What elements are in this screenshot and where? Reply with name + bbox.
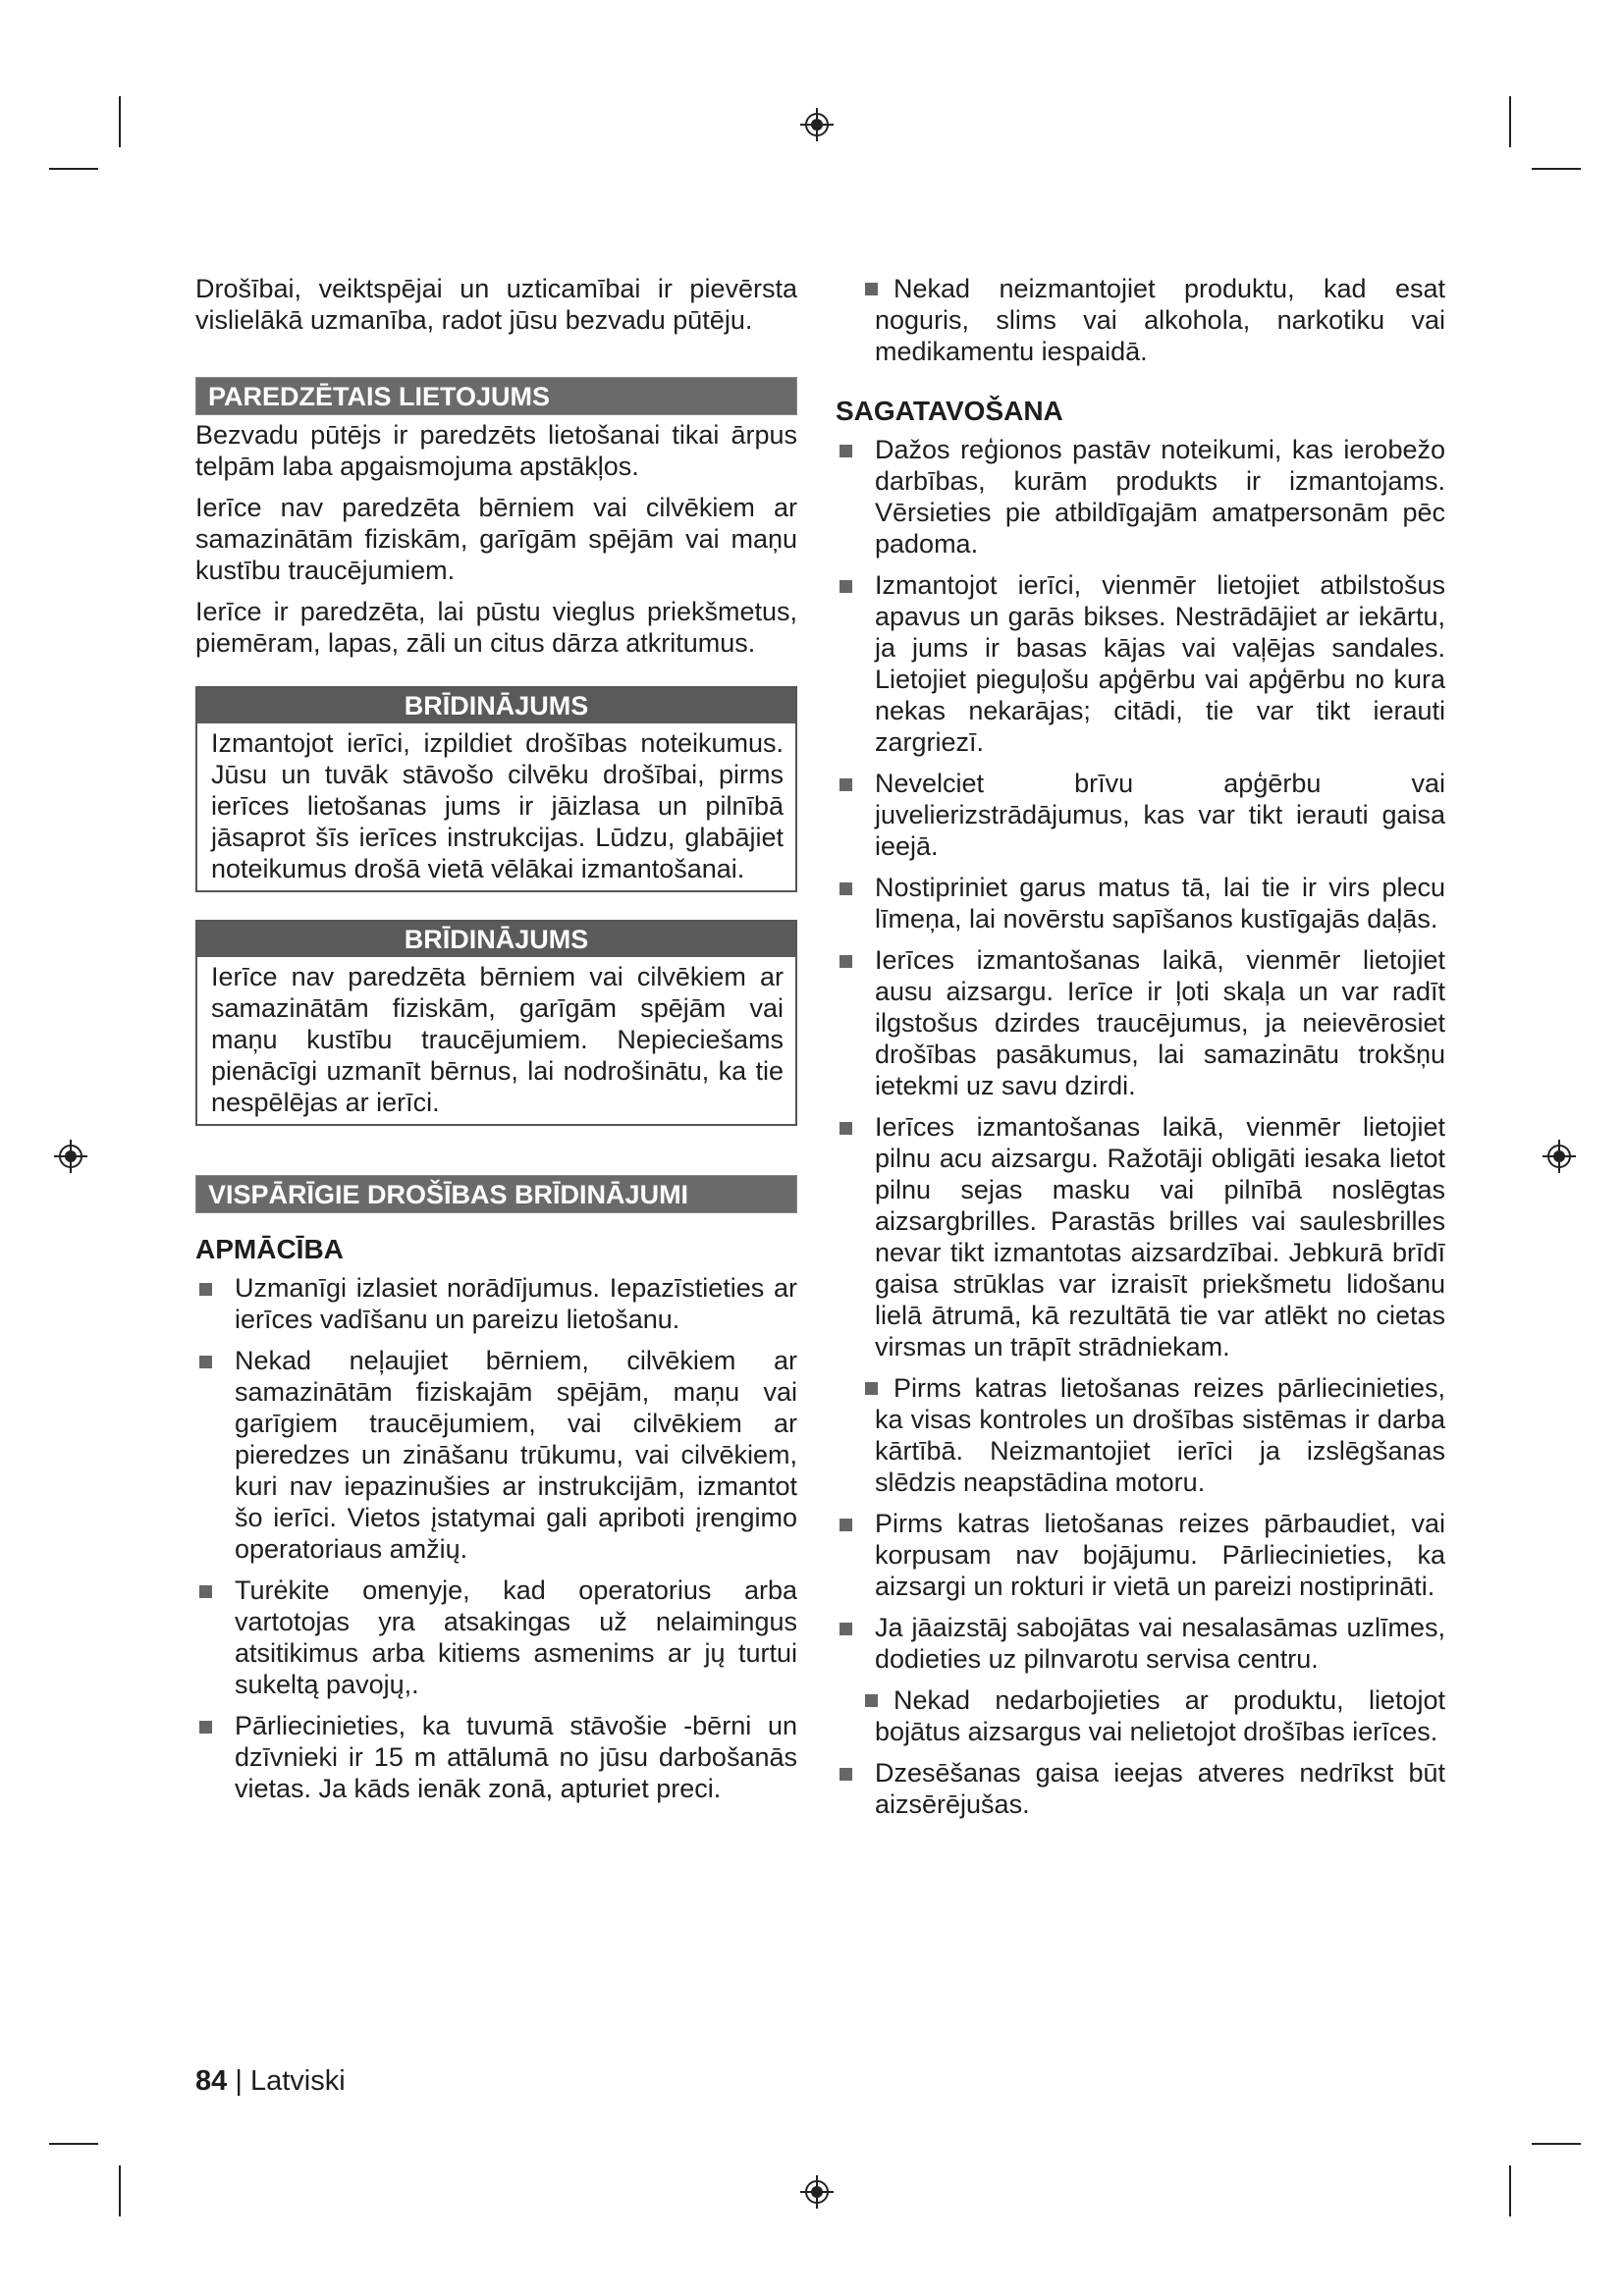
item-text: Dzesēšanas gaisa ieejas atveres nedrīkst būt aizsērējušas. [875, 1758, 1445, 1819]
list-item [836, 944, 1445, 1101]
item-text: Nekad neļaujiet bērniem, cilvēkiem ar samazinātām fiziskajām spējām, maņu vai garīgiem traucējumiem, vai cilvēkiem ar pieredzes un zināšanu trūkumu, vai cilvēkiem, kuri nav iepazinušies ar instrukcijām, izmantot šo ierīci. Vietos įstatymai gali apriboti įrengimo operatoriaus amžių. [235, 1346, 797, 1564]
item-text: Nekad nedarbojieties ar produktu, lietojot bojātus aizsargus vai nelietojot drošības ierīces. [875, 1685, 1445, 1746]
intro-paragraph: Drošībai, veiktspējai un uzticamībai ir pievērsta vislielākā uzmanība, radot jūsu bezvadu pūtēju. [195, 274, 797, 335]
section-header-intended-use: PAREDZĒTAIS LIETOJUMS [195, 377, 797, 415]
bullet-icon [199, 1721, 212, 1734]
bullet-icon [865, 1382, 878, 1395]
registration-mark-icon [54, 1140, 87, 1173]
bullet-icon [865, 283, 878, 295]
registration-mark-icon [1543, 1140, 1576, 1173]
list-item [836, 569, 1445, 758]
subheading-preparation: SAGATAVOŠANA [836, 396, 1063, 426]
item-text: Nekad neizmantojiet produktu, kad esat noguris, slims vai alkohola, narkotiku vai medikamentu iespaidā. [875, 274, 1445, 366]
footer-separator: | [235, 2065, 243, 2097]
bullet-icon [839, 1623, 852, 1635]
registration-mark-icon [800, 108, 834, 141]
continued-list [836, 273, 1445, 367]
registration-mark-icon [800, 2175, 834, 2209]
list-item [195, 1345, 797, 1565]
list-item [836, 434, 1445, 560]
list-item [836, 1612, 1445, 1675]
bullet-icon [839, 1519, 852, 1531]
item-text: Izmantojot ierīci, vienmēr lietojiet atbilstošus apavus un garās bikses. Nestrādājiet ar iekārtu, ja jums ir basas kājas vai vaļējas sandales. Lietojiet pieguļošu apģērbu vai apģērbu no kura nekas nekarājas; citādi, tie var tikt ierauti zargriezī. [875, 570, 1445, 757]
list-item [836, 1757, 1445, 1820]
crop-mark [119, 96, 121, 147]
left-column [195, 273, 797, 1814]
warning-text: Izmantojot ierīci, izpildiet drošības noteikumus. Jūsu un tuvāk stāvošo cilvēku drošībai, pirms ierīces lietošanas jums ir jāizlasa un pilnībā jāsaprot šīs ierīces instrukcijas. Lūdzu, glabājiet noteikumus drošā vietā vēlākai izmantošanai. [211, 728, 784, 883]
warning-box [195, 686, 797, 892]
right-column [836, 273, 1445, 1830]
bullet-icon [839, 882, 852, 895]
item-text: Pirms katras lietošanas reizes pārliecinieties, ka visas kontroles un drošības sistēmas ir darba kārtībā. Neizmantojiet ierīci ja izslēgšanas slēdzis neapstādina motoru. [875, 1373, 1445, 1497]
crop-mark [1509, 2165, 1511, 2216]
list-item [195, 1272, 797, 1335]
footer-language: Latviski [249, 2065, 346, 2097]
crop-mark [1509, 96, 1511, 147]
crop-mark [1532, 168, 1581, 170]
list-item [836, 1372, 1445, 1498]
page-footer [195, 2065, 346, 2098]
item-text: Ja jāaizstāj sabojātas vai nesalasāmas uzlīmes, dodieties uz pilnvarotu servisa centru. [875, 1613, 1445, 1674]
bullet-icon [199, 1585, 212, 1598]
warning-text: Ierīce nav paredzēta bērniem vai cilvēkiem ar samazinātām fiziskām, garīgām spējām vai maņu kustību traucējumiem. Nepieciešams pienācīgi uzmanīt bērnus, lai nodrošinātu, ka tie nespēlējas ar ierīci. [211, 962, 784, 1117]
warning-title: BRĪDINĀJUMS [197, 688, 795, 723]
item-text: Pirms katras lietošanas reizes pārbaudiet, vai korpusam nav bojājumu. Pārliecinieties, ka aizsargi un rokturi ir vietā un pareizi nostiprināti. [875, 1509, 1445, 1601]
list-item [836, 1684, 1445, 1747]
item-text: Uzmanīgi izlasiet norādījumus. Iepazīstieties ar ierīces vadīšanu un pareizu lietošanu. [235, 1273, 797, 1334]
item-text: Ierīces izmantošanas laikā, vienmēr lietojiet ausu aizsargu. Ierīce ir ļoti skaļa un var radīt ilgstošus dzirdes traucējumus, ja neievērosiet drošības pasākumus, lai samazinātu trokšņu ietekmi uz savu dzirdi. [875, 945, 1445, 1100]
paragraph: Ierīce nav paredzēta bērniem vai cilvēkiem ar samazinātām fiziskām, garīgām spējām vai maņu kustību traucējumiem. [195, 493, 797, 585]
list-item [836, 273, 1445, 367]
item-text: Dažos reģionos pastāv noteikumi, kas ierobežo darbības, kurām produkts ir izmantojams. Vērsieties pie atbildīgajām amatpersonām pēc padoma. [875, 435, 1445, 559]
item-text: Turėkite omenyje, kad operatorius arba vartotojas yra atsakingas už nelaimingus atsitikimus arba kitiems asmenims ar jų turtui sukeltą pavojų,. [235, 1575, 797, 1699]
warning-title: BRĪDINĀJUMS [197, 922, 795, 957]
bullet-icon [199, 1356, 212, 1368]
item-text: Nostipriniet garus matus tā, lai tie ir virs plecu līmeņa, lai novērstu sapīšanos kustīgajās daļās. [875, 873, 1445, 934]
list-item [195, 1710, 797, 1804]
section-header-general-warnings: VISPĀRĪGIE DROŠĪBAS BRĪDINĀJUMI [195, 1175, 797, 1213]
crop-mark [1532, 2143, 1581, 2145]
training-list [195, 1272, 797, 1804]
crop-mark [119, 2165, 121, 2216]
bullet-icon [865, 1694, 878, 1707]
crop-mark [49, 168, 98, 170]
item-text: Pārliecinieties, ka tuvumā stāvošie -bērni un dzīvnieki ir 15 m attālumā no jūsu darbošanās vietas. Ja kāds ienāk zonā, apturiet preci. [235, 1711, 797, 1803]
bullet-icon [839, 580, 852, 593]
bullet-icon [839, 445, 852, 457]
list-item [836, 1111, 1445, 1362]
preparation-list [836, 434, 1445, 1820]
subheading-training: APMĀCĪBA [195, 1234, 344, 1264]
bullet-icon [839, 1768, 852, 1781]
warning-box [195, 920, 797, 1126]
item-text: Nevelciet brīvu apģērbu vai juvelierizstrādājumus, kas var tikt ierauti gaisa ieejā. [875, 769, 1445, 861]
paragraph: Ierīce ir paredzēta, lai pūstu vieglus priekšmetus, piemēram, lapas, zāli un citus dārza atkritumus. [195, 597, 797, 658]
bullet-icon [839, 778, 852, 791]
bullet-icon [839, 955, 852, 968]
item-text: Ierīces izmantošanas laikā, vienmēr lietojiet pilnu acu aizsargu. Ražotāji obligāti iesaka lietot pilnu sejas masku vai pilnībā noslēgtas aizsargbrilles. Parastās brilles vai saulesbrilles nevar tikt izmantotas aizsardzībai. Jebkurā brīdī gaisa strūklas var izraisīt priekšmetu lidošanu lielā ātrumā, kā rezultātā tie var atlēkt no cietas virsmas un trāpīt strādniekam. [875, 1112, 1445, 1362]
list-item [195, 1575, 797, 1700]
list-item [836, 1508, 1445, 1602]
crop-mark [49, 2143, 98, 2145]
list-item [836, 872, 1445, 934]
bullet-icon [839, 1122, 852, 1135]
bullet-icon [199, 1283, 212, 1296]
paragraph: Bezvadu pūtējs ir paredzēts lietošanai tikai ārpus telpām laba apgaismojuma apstākļos. [195, 420, 797, 481]
list-item [836, 768, 1445, 862]
page-number: 84 [195, 2065, 228, 2097]
